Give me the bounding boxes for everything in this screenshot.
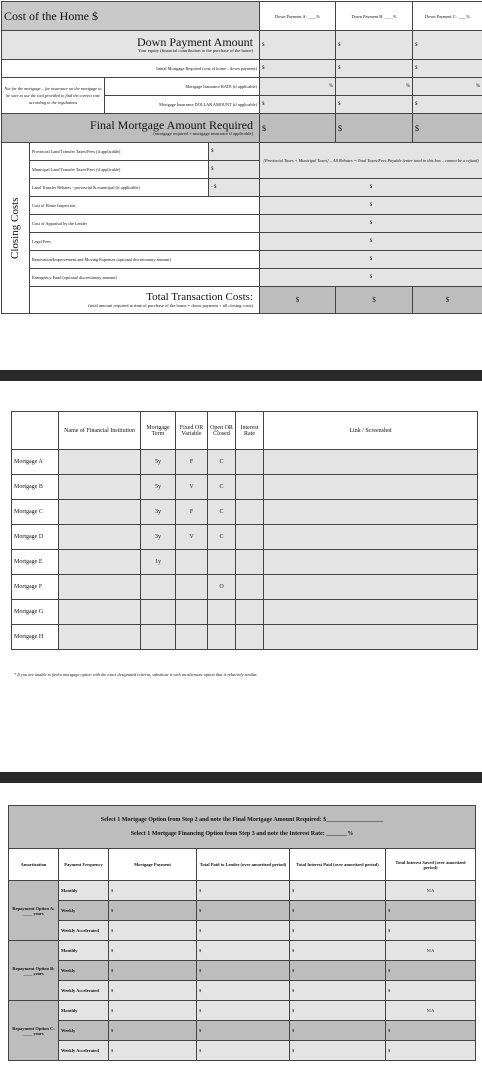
mortgage-label: Mortgage A: [12, 450, 59, 475]
insurance-amount-b-cell[interactable]: $: [336, 96, 413, 114]
mortgage-row: [12, 475, 478, 500]
initial-mortgage-b-cell[interactable]: $: [336, 60, 413, 78]
down-payment-b-header: Down Payment B: ____%: [336, 2, 413, 31]
link-cell[interactable]: [264, 525, 478, 550]
mortgage-label: Mortgage F: [12, 575, 59, 600]
total-interest-cell[interactable]: $: [290, 901, 386, 921]
initial-mortgage-a-cell[interactable]: $: [260, 60, 336, 78]
appraisal-label: Cost of Appraisal by the Lender: [30, 215, 260, 233]
institution-cell[interactable]: [59, 625, 141, 650]
fixed-variable-cell[interactable]: F: [176, 500, 208, 525]
interest-rate-cell[interactable]: [236, 625, 264, 650]
interest-rate-cell[interactable]: [236, 475, 264, 500]
open-closed-cell[interactable]: O: [208, 575, 236, 600]
institution-cell[interactable]: [59, 525, 141, 550]
repayment-row: [9, 921, 476, 941]
header-total-interest: Total Interest Paid (over amortized period): [290, 849, 386, 881]
interest-rate-cell[interactable]: [236, 450, 264, 475]
final-mortgage-label: Final Mortgage Amount Required: [90, 118, 253, 132]
total-transaction-label: Total Transaction Costs:: [146, 291, 253, 303]
institution-cell[interactable]: [59, 550, 141, 575]
term-cell[interactable]: [141, 600, 176, 625]
interest-rate-cell[interactable]: [236, 500, 264, 525]
link-cell[interactable]: [264, 550, 478, 575]
repayment-row: [9, 1041, 476, 1061]
instruction-line-2: Select 1 Mortgage Financing Option from Step 3 and note the Interest Rate: _______%: [130, 831, 354, 837]
header-interest-rate: Interest Rate: [236, 412, 264, 450]
open-closed-cell[interactable]: C: [208, 500, 236, 525]
insurance-side-note: Not for the mortgage – for insurance on the mortgage to be sure to use the tool provided to find the correct rate according to the regulations: [2, 78, 105, 114]
interest-saved-cell[interactable]: N/A: [386, 941, 476, 961]
mortgage-payment-cell[interactable]: $: [109, 901, 197, 921]
total-interest-cell[interactable]: $: [290, 981, 386, 1001]
mortgage-payment-cell[interactable]: $: [109, 881, 197, 901]
repayment-row: [9, 941, 476, 961]
total-paid-cell[interactable]: $: [197, 1041, 290, 1061]
down-payment-c-header: Down Payment C: ____%: [413, 2, 482, 31]
mortgage-label: Mortgage G: [12, 600, 59, 625]
mortgage-payment-cell[interactable]: $: [109, 941, 197, 961]
instruction-line-1: Select 1 Mortgage Option from Step 2 and note the Final Mortgage Amount Required: $___________________: [100, 817, 384, 823]
final-mortgage-row-label: [2, 114, 260, 143]
total-c-cell[interactable]: $: [413, 287, 482, 314]
insurance-amount-a-cell[interactable]: $: [260, 96, 336, 114]
repayment-row: [9, 981, 476, 1001]
mortgage-payment-cell[interactable]: $: [109, 1001, 197, 1021]
insurance-amount-c-cell[interactable]: $: [413, 96, 482, 114]
mortgage-row: [12, 600, 478, 625]
mortgage-label: Mortgage H: [12, 625, 59, 650]
total-paid-cell[interactable]: $: [197, 1001, 290, 1021]
fixed-variable-cell[interactable]: F: [176, 450, 208, 475]
institution-cell[interactable]: [59, 475, 141, 500]
total-interest-cell[interactable]: $: [290, 921, 386, 941]
total-paid-cell[interactable]: $: [197, 941, 290, 961]
renovation-label: Renovation/Improvement and Moving Expenses (optional discretionary amount): [30, 251, 260, 269]
institution-cell[interactable]: [59, 450, 141, 475]
term-cell[interactable]: 5y: [141, 450, 176, 475]
total-interest-cell[interactable]: $: [290, 1041, 386, 1061]
mortgage-row: [12, 625, 478, 650]
header-term: Mortgage Term: [141, 412, 176, 450]
rebates-label: Land Transfer Rebates - provincial & municipal (if applicable): [30, 179, 209, 197]
frequency-label: Weekly Accelerated: [59, 1041, 109, 1061]
total-paid-cell[interactable]: $: [197, 1021, 290, 1041]
mortgage-row: [12, 550, 478, 575]
municipal-tax-label: Municipal Land Transfer Taxes/Fees (if applicable): [30, 161, 209, 179]
down-payment-label: Down Payment Amount: [137, 35, 253, 49]
down-payment-sub: Your equity (financial contribution to the purchase of the home): [137, 48, 253, 53]
repayment-option-label: Repayment Option B: ____ years: [9, 941, 59, 1001]
closing-costs-side: [2, 143, 30, 314]
mortgage-options-body: [12, 450, 478, 650]
fixed-variable-cell[interactable]: V: [176, 525, 208, 550]
mortgage-label: Mortgage E: [12, 550, 59, 575]
mortgage-footnote: * If you are unable to find a mortgage option with the exact designated criteria, substitute it with an alternate option that is relatively similar.: [14, 672, 258, 677]
frequency-label: Monthly: [59, 941, 109, 961]
corner-cell: [12, 412, 59, 450]
total-b-cell[interactable]: $: [336, 287, 413, 314]
header-interest-saved: Total Interest Saved (over amortized period): [386, 849, 476, 881]
final-mortgage-a-cell[interactable]: $: [260, 114, 336, 143]
total-paid-cell[interactable]: $: [197, 921, 290, 941]
frequency-label: Weekly: [59, 961, 109, 981]
insurance-rate-c-cell[interactable]: %: [413, 78, 482, 96]
municipal-tax-cell[interactable]: $: [209, 161, 260, 179]
header-mortgage-payment: Mortgage Payment: [109, 849, 197, 881]
total-interest-cell[interactable]: $: [290, 961, 386, 981]
fixed-variable-cell[interactable]: [176, 600, 208, 625]
cost-of-home-title: Cost of the Home $: [2, 2, 260, 31]
total-paid-cell[interactable]: $: [197, 881, 290, 901]
total-interest-cell[interactable]: $: [290, 941, 386, 961]
header-payment-frequency: Payment Frequency: [59, 849, 109, 881]
cost-table: [1, 1, 482, 314]
final-mortgage-b-cell[interactable]: $: [336, 114, 413, 143]
interest-rate-cell[interactable]: [236, 600, 264, 625]
institution-cell[interactable]: [59, 575, 141, 600]
term-cell[interactable]: 3y: [141, 525, 176, 550]
open-closed-cell[interactable]: [208, 600, 236, 625]
term-cell[interactable]: [141, 625, 176, 650]
interest-saved-cell[interactable]: N/A: [386, 1001, 476, 1021]
open-closed-cell[interactable]: C: [208, 450, 236, 475]
header-fixed-variable: Fixed OR Variable: [176, 412, 208, 450]
total-interest-cell[interactable]: $: [290, 881, 386, 901]
open-closed-cell[interactable]: C: [208, 475, 236, 500]
mortgage-label: Mortgage C: [12, 500, 59, 525]
legal-fees-cell[interactable]: $: [260, 233, 482, 251]
term-cell[interactable]: 3y: [141, 500, 176, 525]
header-total-paid: Total Paid to Lender (over amortized period): [197, 849, 290, 881]
repayment-row: [9, 1021, 476, 1041]
link-cell[interactable]: [264, 450, 478, 475]
frequency-label: Weekly: [59, 901, 109, 921]
link-cell[interactable]: [264, 475, 478, 500]
repayment-row: [9, 901, 476, 921]
interest-saved-cell[interactable]: $: [386, 981, 476, 1001]
emergency-fund-label: Emergency Fund (optional discretionary amount): [30, 269, 260, 287]
provincial-tax-label: Provincial Land Transfer Taxes/Fees (if applicable): [30, 143, 209, 161]
repayment-table: [8, 805, 476, 1061]
mortgage-payment-cell[interactable]: $: [109, 1021, 197, 1041]
mortgage-row: [12, 575, 478, 600]
total-interest-cell[interactable]: $: [290, 1021, 386, 1041]
inspection-label: Cost of Home Inspection: [30, 197, 260, 215]
header-open-closed: Open OR Closed: [208, 412, 236, 450]
closing-costs-label: Closing Costs: [9, 197, 21, 259]
mortgage-options-table: [11, 411, 478, 650]
repayment-row: [9, 961, 476, 981]
fixed-variable-cell[interactable]: [176, 625, 208, 650]
provincial-tax-cell[interactable]: $: [209, 143, 260, 161]
renovation-cell[interactable]: $: [260, 251, 482, 269]
initial-mortgage-label: Initial Mortgage Required (cost of home – down payment): [2, 60, 260, 78]
fixed-variable-cell[interactable]: [176, 550, 208, 575]
total-paid-cell[interactable]: $: [197, 981, 290, 1001]
header-link: Link / Screenshot: [264, 412, 478, 450]
frequency-label: Weekly Accelerated: [59, 981, 109, 1001]
down-payment-a-cell[interactable]: $: [260, 31, 336, 60]
final-mortgage-sub: (mortgage required + mortgage insurance if applicable): [153, 131, 253, 136]
header-institution: Name of Financial Institution: [59, 412, 141, 450]
mortgage-payment-cell[interactable]: $: [109, 1041, 197, 1061]
frequency-label: Weekly: [59, 1021, 109, 1041]
repayment-row: [9, 1001, 476, 1021]
link-cell[interactable]: [264, 600, 478, 625]
fixed-variable-cell[interactable]: V: [176, 475, 208, 500]
link-cell[interactable]: [264, 625, 478, 650]
total-interest-cell[interactable]: $: [290, 1001, 386, 1021]
final-mortgage-c-cell[interactable]: $: [413, 114, 482, 143]
fixed-variable-cell[interactable]: [176, 575, 208, 600]
frequency-label: Monthly: [59, 881, 109, 901]
repayment-option-label: Repayment Option A: ____ years: [9, 881, 59, 941]
total-transaction-sub: (total amount required at time of purchase of the home = down payment + all closing costs): [88, 303, 253, 308]
total-a-cell[interactable]: $: [260, 287, 336, 314]
down-payment-row-label: [2, 31, 260, 60]
legal-fees-label: Legal Fees: [30, 233, 260, 251]
header-amortization: Amortization: [9, 849, 59, 881]
initial-mortgage-c-cell[interactable]: $: [413, 60, 482, 78]
repayment-option-label: Repayment Option C: ____ years: [9, 1001, 59, 1061]
repayment-body: [9, 881, 476, 1061]
link-cell[interactable]: [264, 575, 478, 600]
frequency-label: Monthly: [59, 1001, 109, 1021]
down-payment-a-header: Down Payment A: ____%: [260, 2, 336, 31]
frequency-label: Weekly Accelerated: [59, 921, 109, 941]
term-cell[interactable]: 5y: [141, 475, 176, 500]
mortgage-payment-cell[interactable]: $: [109, 981, 197, 1001]
interest-saved-cell[interactable]: $: [386, 901, 476, 921]
mortgage-row: [12, 450, 478, 475]
total-paid-cell[interactable]: $: [197, 901, 290, 921]
repayment-instructions: [9, 806, 476, 849]
interest-saved-cell[interactable]: $: [386, 921, 476, 941]
appraisal-cell[interactable]: $: [260, 215, 482, 233]
down-payment-b-cell[interactable]: $: [336, 31, 413, 60]
taxes-payable-cell[interactable]: $: [260, 179, 482, 197]
total-transaction-row-label: [30, 287, 260, 314]
section-divider-1: [0, 370, 482, 381]
interest-saved-cell[interactable]: $: [386, 1021, 476, 1041]
mortgage-payment-cell[interactable]: $: [109, 921, 197, 941]
section-divider-2: [0, 772, 482, 783]
insurance-rate-b-cell[interactable]: %: [336, 78, 413, 96]
interest-saved-cell[interactable]: $: [386, 1041, 476, 1061]
open-closed-cell[interactable]: C: [208, 525, 236, 550]
tax-formula-note: [Provincial Taxes + Municipal Taxes] – All Rebates = Total Taxes/Fees Payable (enter total in this box – cannot be a refund): [260, 143, 482, 179]
mortgage-label: Mortgage B: [12, 475, 59, 500]
rebates-cell[interactable]: - $: [209, 179, 260, 197]
inspection-cell[interactable]: $: [260, 197, 482, 215]
interest-rate-cell[interactable]: [236, 550, 264, 575]
institution-cell[interactable]: [59, 500, 141, 525]
open-closed-cell[interactable]: [208, 550, 236, 575]
interest-saved-cell[interactable]: N/A: [386, 881, 476, 901]
open-closed-cell[interactable]: [208, 625, 236, 650]
insurance-rate-label: Mortgage Insurance RATE (if applicable): [105, 78, 260, 96]
interest-rate-cell[interactable]: [236, 575, 264, 600]
insurance-rate-a-cell[interactable]: %: [260, 78, 336, 96]
institution-cell[interactable]: [59, 600, 141, 625]
repayment-row: [9, 881, 476, 901]
mortgage-label: Mortgage D: [12, 525, 59, 550]
interest-rate-cell[interactable]: [236, 525, 264, 550]
mortgage-row: [12, 525, 478, 550]
interest-saved-cell[interactable]: $: [386, 961, 476, 981]
emergency-fund-cell[interactable]: $: [260, 269, 482, 287]
total-paid-cell[interactable]: $: [197, 961, 290, 981]
link-cell[interactable]: [264, 500, 478, 525]
mortgage-row: [12, 500, 478, 525]
term-cell[interactable]: [141, 575, 176, 600]
down-payment-c-cell[interactable]: $: [413, 31, 482, 60]
insurance-amount-label: Mortgage Insurance DOLLAR AMOUNT (if applicable): [105, 96, 260, 114]
mortgage-payment-cell[interactable]: $: [109, 961, 197, 981]
term-cell[interactable]: 1y: [141, 550, 176, 575]
